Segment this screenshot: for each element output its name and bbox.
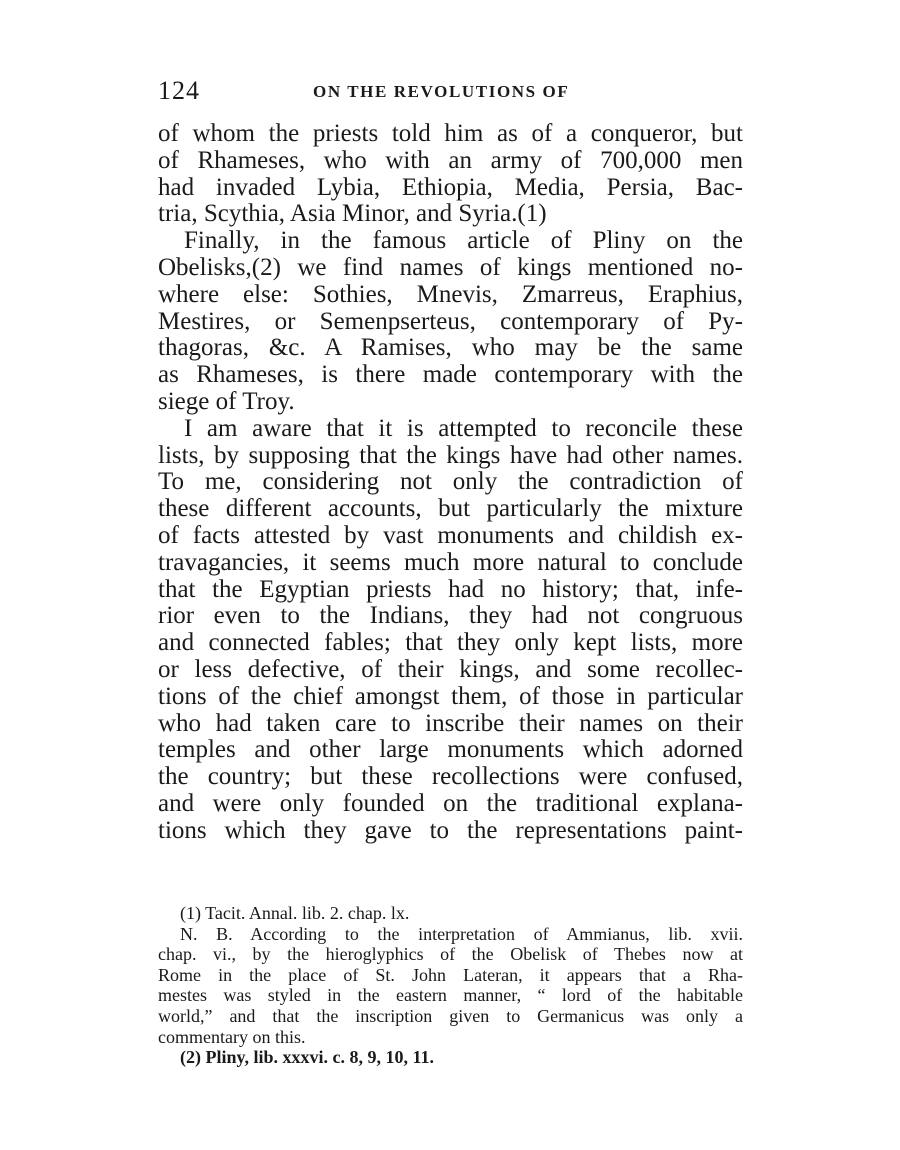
body-line: of facts attested by vast monuments and childish ex- xyxy=(158,521,743,549)
body-text xyxy=(158,121,743,845)
body-line: lists, by supposing that the kings have had other names. xyxy=(158,441,743,469)
paragraph-start: I am aware that it is attempted to reconcile these xyxy=(184,414,743,442)
paragraph-start: Finally, in the famous article of Pliny on the xyxy=(184,227,743,255)
footnote-note-line: world,” and that the inscription given to Germanicus was only a xyxy=(158,1005,743,1026)
body-line: of Rhameses, who with an army of 700,000 men xyxy=(158,146,743,174)
body-line: that the Egyptian priests had no history; that, infe- xyxy=(158,575,743,603)
footnote-2: (2) Pliny, lib. xxxvi. c. 8, 9, 10, 11. xyxy=(180,1047,435,1068)
body-line: and connected fables; that they only kept lists, more xyxy=(158,629,743,657)
body-line: as Rhameses, is there made contemporary with the xyxy=(158,361,743,389)
page-header xyxy=(158,76,743,110)
body-line: where else: Sothies, Mnevis, Zmarreus, Eraphius, xyxy=(158,280,743,308)
body-line: tions which they gave to the representations paint- xyxy=(158,816,743,844)
body-line: temples and other large monuments which adorned xyxy=(158,736,743,764)
body-line: To me, considering not only the contradiction of xyxy=(158,468,743,496)
body-line: travagancies, it seems much more natural to conclude xyxy=(158,548,743,576)
running-head: ON THE REVOLUTIONS OF xyxy=(313,82,570,101)
footnote-note-line: commentary on this. xyxy=(158,1026,306,1047)
body-line: who had taken care to inscribe their names on their xyxy=(158,709,743,737)
body-line: thagoras, &c. A Ramises, who may be the same xyxy=(158,334,743,362)
body-line: or less defective, of their kings, and some recollec- xyxy=(158,655,743,683)
body-line: siege of Troy. xyxy=(158,387,295,415)
body-line: had invaded Lybia, Ethiopia, Media, Persia, Bac- xyxy=(158,173,743,201)
footnote-1: (1) Tacit. Annal. lib. 2. chap. lx. xyxy=(180,903,410,923)
footnotes xyxy=(158,903,743,1068)
body-line: of whom the priests told him as of a conqueror, but xyxy=(158,120,743,147)
footnote-note-line: N. B. According to the interpretation of Ammianus, lib. xvii. xyxy=(180,923,743,944)
footnote-note-line: Rome in the place of St. John Lateran, it appears that a Rha- xyxy=(158,964,743,985)
body-line: Obelisks,(2) we find names of kings mentioned no- xyxy=(158,253,743,281)
page-number: 124 xyxy=(158,76,200,105)
body-line: and were only founded on the traditional explana- xyxy=(158,789,743,817)
footnote-note-line: chap. vi., by the hieroglyphics of the Obelisk of Thebes now at xyxy=(158,944,743,965)
body-line: the country; but these recollections were confused, xyxy=(158,763,743,791)
footnote-note-line: mestes was styled in the eastern manner, “ lord of the habitable xyxy=(158,985,743,1006)
body-line: tions of the chief amongst them, of those in particular xyxy=(158,682,743,710)
body-line: rior even to the Indians, they had not congruous xyxy=(158,602,743,630)
body-line: Mestires, or Semenpserteus, contemporary of Py- xyxy=(158,307,743,335)
body-line: tria, Scythia, Asia Minor, and Syria.(1) xyxy=(158,200,547,228)
body-line: these different accounts, but particularly the mixture xyxy=(158,495,743,523)
